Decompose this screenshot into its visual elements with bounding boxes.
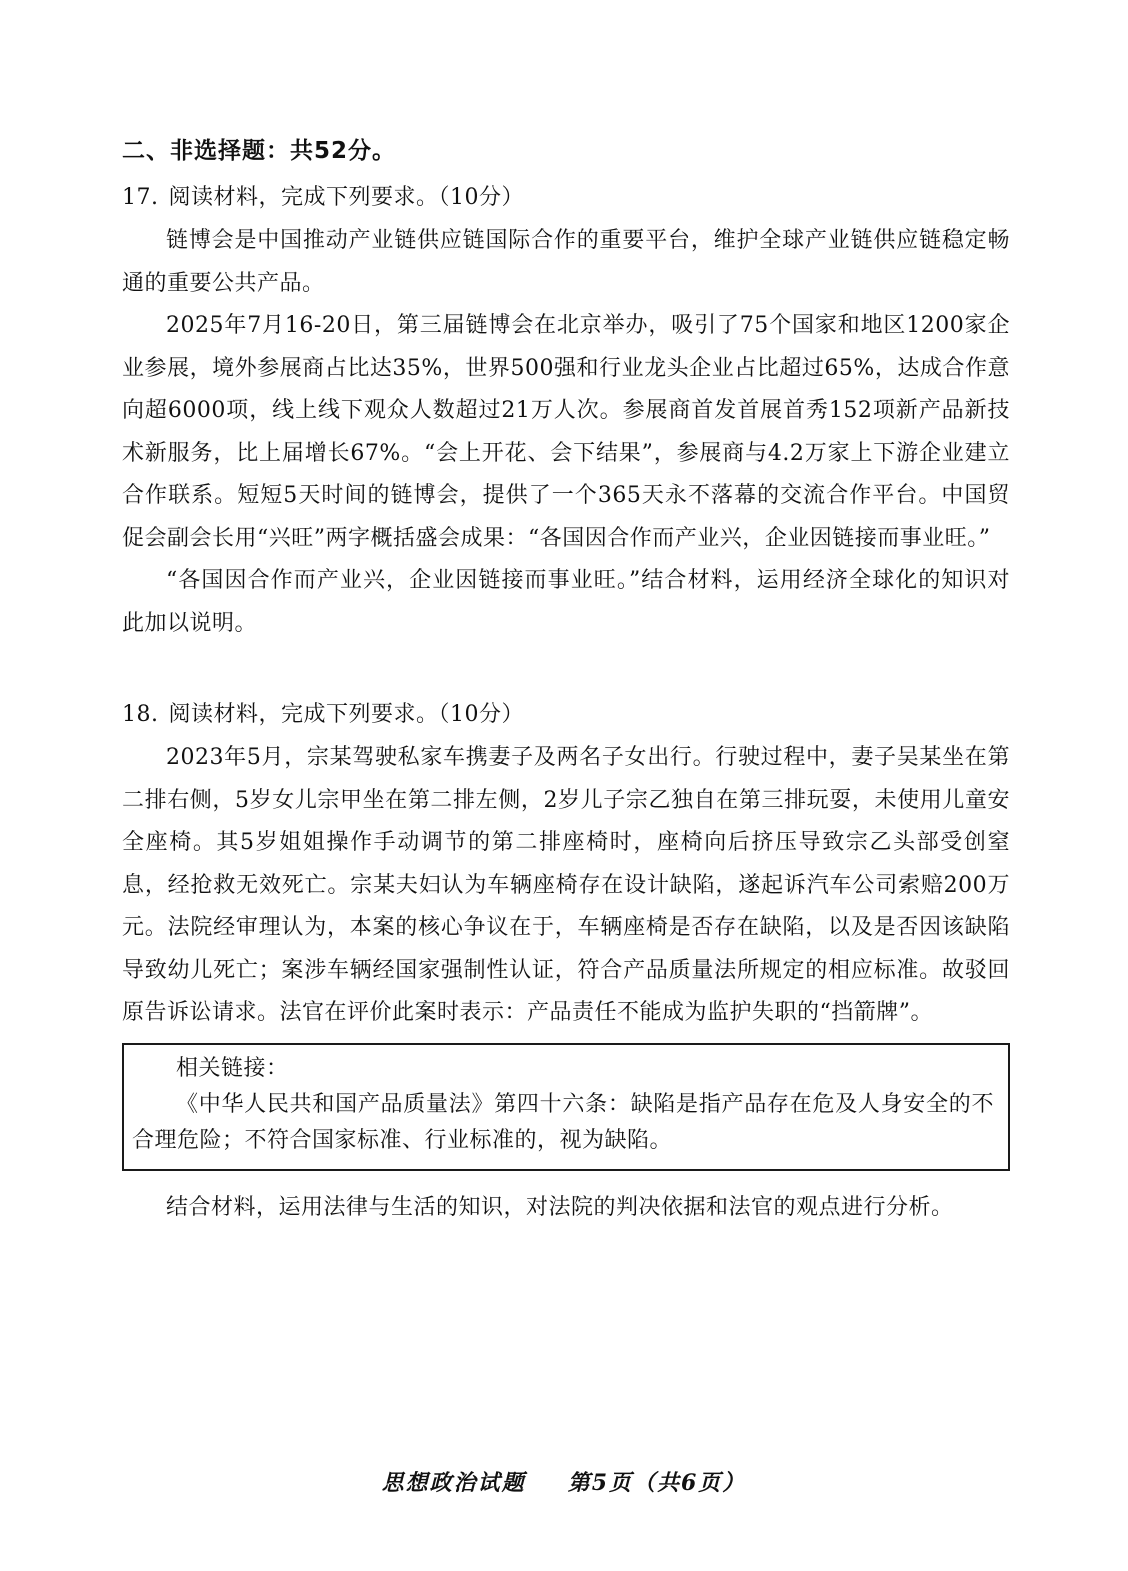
question-17-instruction: 阅读材料，完成下列要求。（10分） <box>168 185 524 210</box>
section-heading: 二、非选择题：共52分。 <box>122 138 397 164</box>
related-links-box <box>122 1043 1010 1171</box>
question-18-task: 结合材料，运用法律与生活的知识，对法院的判决依据和法官的观点进行分析。 <box>166 1194 954 1220</box>
question-17-number: 17. <box>122 185 159 210</box>
question-18 <box>122 693 1010 1229</box>
page-footer <box>0 1466 1128 1497</box>
related-links-body: 《中华人民共和国产品质量法》第四十六条：缺陷是指产品存在危及人身安全的不合理危险；不符合国家标准、行业标准的，视为缺陷。 <box>132 1091 994 1153</box>
question-18-number: 18. <box>122 702 159 727</box>
question-17-material-paragraph-1: 链博会是中国推动产业链供应链国际合作的重要平台，维护全球产业链供应链稳定畅通的重要公共产品。 <box>122 228 1010 296</box>
question-18-material-paragraph-1: 2023年5月，宗某驾驶私家车携妻子及两名子女出行。行驶过程中，妻子吴某坐在第二排右侧，5岁女儿宗甲坐在第二排左侧，2岁儿子宗乙独自在第三排玩耍，未使用儿童安全座椅。其5岁姐姐操作手动调节的第二排座椅时，座椅向后挤压导致宗乙头部受创窒息，经抢救无效死亡。宗某夫妇认为车辆座椅存在设计缺陷，遂起诉汽车公司索赔200万元。法院经审理认为，本案的核心争议在于，车辆座椅是否存在缺陷，以及是否因该缺陷导致幼儿死亡；案涉车辆经国家强制性认证，符合产品质量法所规定的相应标准。故驳回原告诉讼请求。法官在评价此案时表示：产品责任不能成为监护失职的“挡箭牌”。 <box>122 745 1010 1025</box>
question-17-task: “各国因合作而产业兴，企业因链接而事业旺。”结合材料，运用经济全球化的知识对此加以说明。 <box>122 568 1010 636</box>
question-17-material-paragraph-2: 2025年7月16-20日，第三届链博会在北京举办，吸引了75个国家和地区1200家企业参展，境外参展商占比达35%，世界500强和行业龙头企业占比超过65%，达成合作意向超6000项，线上线下观众人数超过21万人次。参展商首发首展首秀152项新产品新技术新服务，比上届增长67%。“会上开花、会下结果”，参展商与4.2万家上下游企业建立合作联系。短短5天时间的链博会，提供了一个365天永不落幕的交流合作平台。中国贸促会副会长用“兴旺”两字概括盛会成果：“各国因合作而产业兴，企业因链接而事业旺。” <box>122 313 1010 551</box>
question-18-instruction: 阅读材料，完成下列要求。（10分） <box>168 702 524 727</box>
related-links-title: 相关链接： <box>176 1055 289 1081</box>
footer-page-number: 第5页（共6页） <box>567 1470 747 1496</box>
footer-exam-title: 思想政治试题 <box>381 1470 526 1496</box>
question-17-header <box>122 176 1010 220</box>
question-18-header <box>122 693 1010 737</box>
question-17 <box>122 176 1010 645</box>
